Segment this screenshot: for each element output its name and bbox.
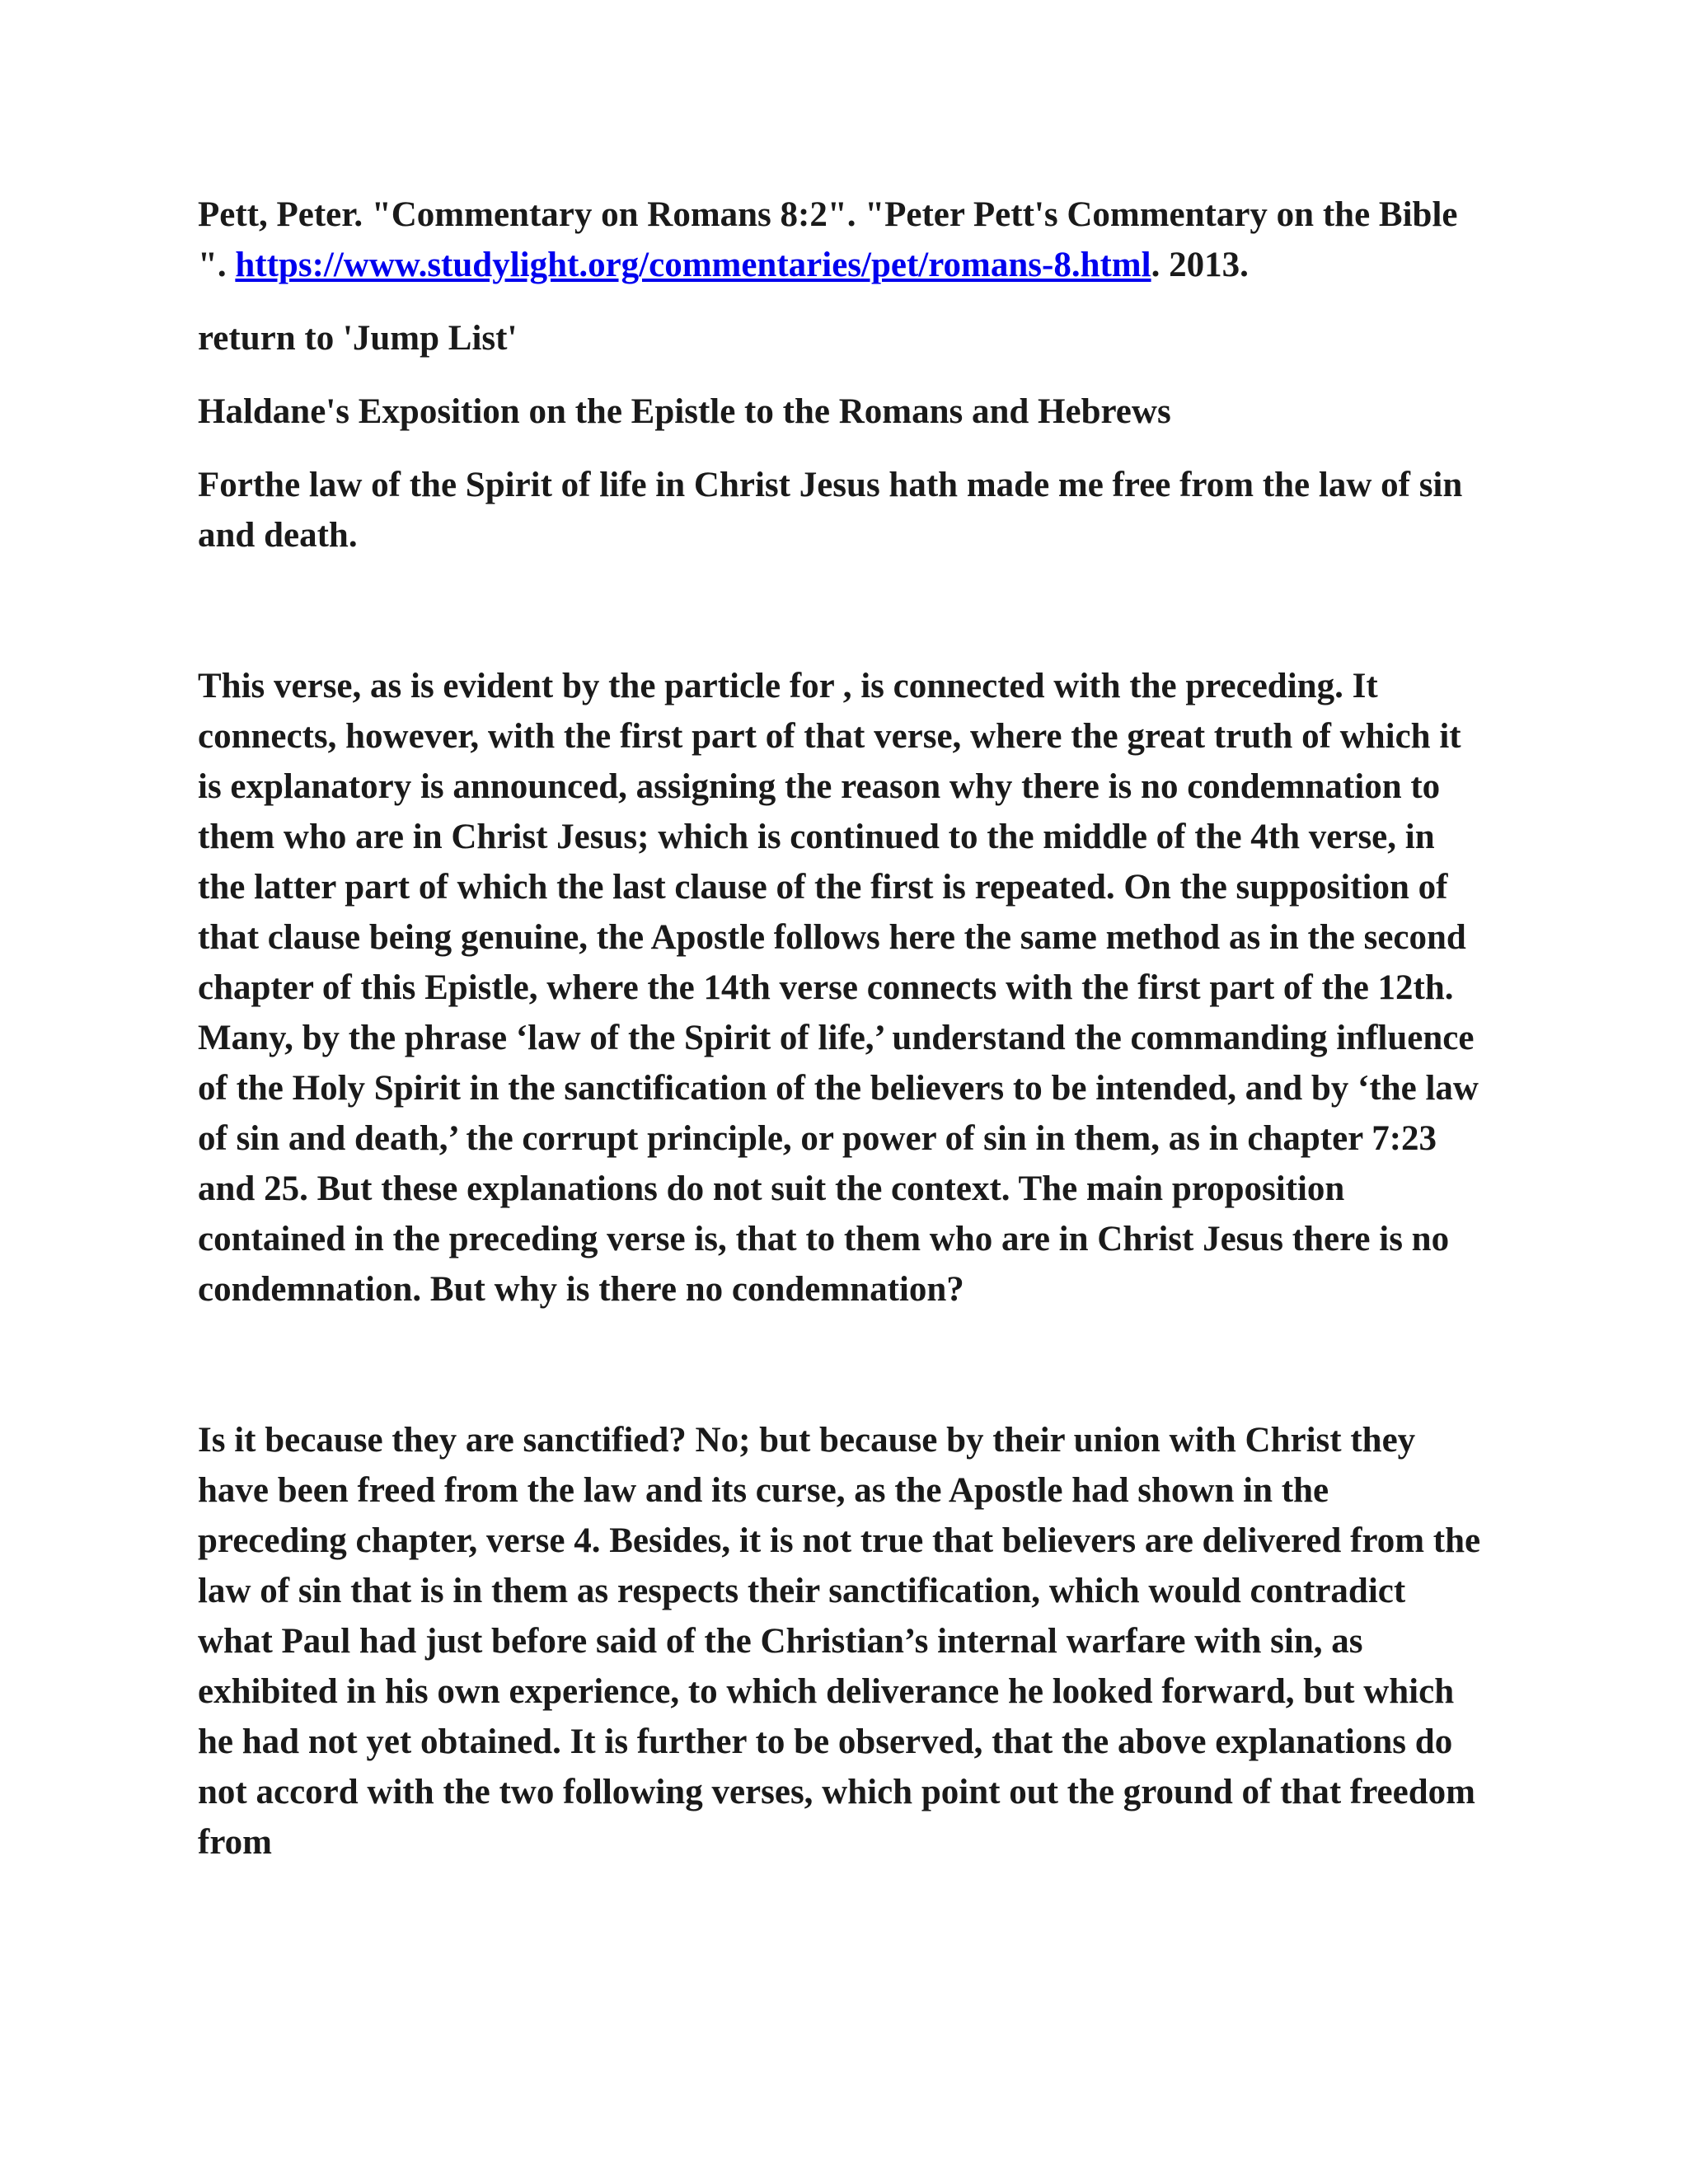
section-title: Haldane's Exposition on the Epistle to the Romans and Hebrews (198, 392, 1171, 431)
return-to-jump-list-link[interactable]: return to 'Jump List' (198, 319, 518, 358)
commentary-paragraph-1: This verse, as is evident by the particle for , is connected with the preceding. It connects, however, with the first part of that verse, where the great truth of which it is explanatory is announced, assigning the reason why there is no condemnation to them who are in Christ Jesus; which is continued to the middle of the 4th verse, in the latter part of which the last clause of the first is repeated. On the supposition of that clause being genuine, the Apostle follows here the same method as in the second chapter of this Epistle, where the 14th verse connects with the first part of the 12th. Many, by the phrase ‘law of the Spirit of life,’ understand the commanding influence of the Holy Spirit in the sanctification of the believers to be intended, and by ‘the law of sin and death,’ the corrupt principle, or power of sin in them, as in chapter 7:23 and 25. But these explanations do not suit the context. The main proposition contained in the preceding verse is, that to them who are in Christ Jesus there is no condemnation. But why is there no condemnation? (198, 667, 1479, 1309)
commentary-paragraph-2: Is it because they are sanctified? No; but because by their union with Christ they have been freed from the law and its curse, as the Apostle had shown in the preceding chapter, verse 4. Besides, it is not true that believers are delivered from the law of sin that is in them as respects their sanctification, which would contradict what Paul had just before said of the Christian’s internal warfare with sin, as exhibited in his own experience, to which deliverance he looked forward, but which he had not yet obtained. It is further to be observed, that the above explanations do not accord with the two following verses, which point out the ground of that freedom from (198, 1421, 1481, 1862)
citation-text: Pett, Peter. "Commentary on Romans 8:2". "Peter Pett's Commentary on the Bible ". (198, 195, 1458, 284)
citation (198, 190, 1484, 290)
verse-text: Forthe law of the Spirit of life in Christ Jesus hath made me free from the law of sin and death. (198, 466, 1463, 555)
document-body (198, 190, 1484, 1868)
citation-url-link[interactable]: https://www.studylight.org/commentaries/pet/romans-8.html (235, 246, 1151, 284)
citation-year: . 2013. (1151, 246, 1249, 284)
